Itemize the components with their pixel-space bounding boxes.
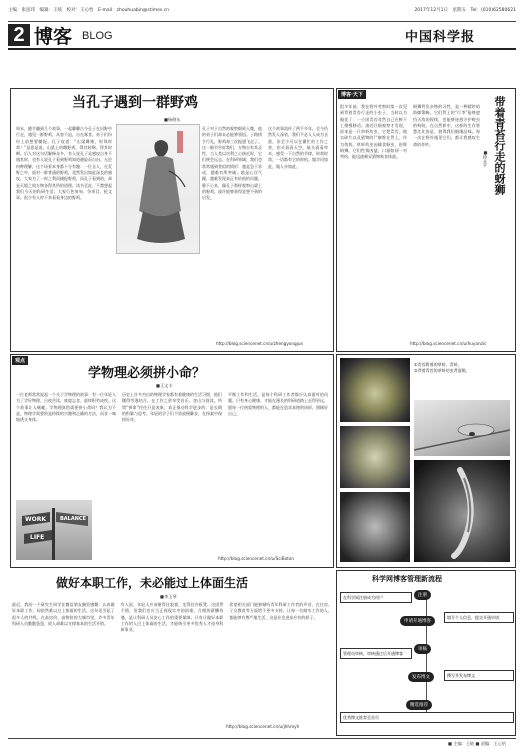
flow-step-3-label: 审核 <box>414 644 431 654</box>
flow-step-4-label: 发布博文 <box>408 672 434 682</box>
flow-step-3-desc: 管理员审核，审核通过后开通博客 <box>340 648 412 659</box>
moss-larva-photo-1 <box>340 358 410 422</box>
section-title-cn: 博客 <box>34 26 73 48</box>
article-2-url[interactable]: http://blog.sciencenet.cn/u/SciBoton <box>218 556 295 561</box>
article-2-signpost-image <box>16 500 92 560</box>
flow-step-5-desc: 优秀博文推荐至首页 <box>340 712 514 723</box>
moss-larva-photo-2 <box>340 426 410 488</box>
article-3-title: 做好本职工作，未必能过上体面生活 <box>56 576 249 590</box>
section-title-en: BLOG <box>82 30 113 42</box>
flowchart-spine <box>426 590 427 718</box>
sign-word-work: WORK <box>25 516 46 523</box>
footer-text: ■ 主编：王岐 ■ 责编：王心怡 <box>448 741 506 746</box>
header-rule <box>8 48 516 50</box>
date-line: 2017年12月1日 星期五 Tel：(010)62580621 <box>414 8 516 13</box>
signpost-icon <box>16 500 92 560</box>
article-1-illustration <box>116 124 200 254</box>
article-1-byline: ■杨晓东 <box>164 117 181 122</box>
footer-rule <box>8 738 516 739</box>
lacewing-icon <box>414 400 510 456</box>
photo-caption-top: ①青苔附着的草蛉、青蛉。 ②背着青苔的草蛉幼虫背面照。 <box>414 362 470 373</box>
article-2-text: 一位老师常常说起一个关于学物理的故事：有一位年轻人为了学好物理，日夜苦读，废寝忘食，最终积劳成疾。这个故事让人唏嘘。学物理真的需要拼小命吗？我认为不是。物理学需要的是持续的兴趣和正确的方法，而非一味地透支身体。 历史上许多杰出的物理学家都有着健康的生活习惯，他们懂得劳逸结合，在工作之余享受音乐、登山与阅读。所谓“拼命”往往只是表象，真正推动科学进步的，是长期的积累与思考。年轻的学子们不妨放慢脚步，在探索中保持好奇。 平衡工作和生活，是每个科研工作者都应认真面对的问题。只有身心健康，才能在漫长的科研道路上走得更远。愿每一位热爱物理的人，都能在追求真理的同时，照顾好自己。 <box>16 392 328 423</box>
flow-step-2-desc: 填写个人信息，提交开通申请 <box>444 612 514 623</box>
flow-step-2-label: 申请开通博客 <box>400 616 435 626</box>
moss-larva-photo-3 <box>340 492 410 562</box>
sign-word-life: LIFE <box>30 534 45 541</box>
editors-line: 主编：张思玮 编辑：王岐 校对：王心怡 E-mail：zhouhuabin@stimes.cn <box>8 8 169 13</box>
article-1-url[interactable]: http://blog.sciencenet.cn/u/zhengyongjun <box>216 341 304 346</box>
sidebar-tag: 博客·天下 <box>338 90 366 99</box>
article-3-byline: ■李玉琴 <box>160 594 177 599</box>
sidebar-byline: ■徐亚平 <box>483 150 488 168</box>
article-1-text-left: 周末，随手翻到几个故事，一起聊聊古今孔子在田野中行走，遇见一群野鸡，从容不迫，自在啄食，弟子们纷纷上前想要捕捉。孔子叹道：“山梁雌雉，时哉时哉！”意思是说，山梁上的雌野鸡，得其时啊，得其时啊。后人对这句话解释众多，有人说孔子是感叹自身不遇其时，也有人说孔子看到野鸡知道避险而自由。无论何种理解，这个场景本身都十分有趣：一位圣人，在荒野之中，面对一群普通的野鸡，竟然发出如此深长的感叹。大家为了一时之利而捕捉野鸡，而孔子看到的，却是天地之间万物各得其所的道理。读书至此，不禁想起我们今天的科研生活，大家行色匆匆，争项目、抢文章，很少有人停下来看看身边的野鸡。 <box>16 126 112 201</box>
flow-step-4-desc: 撰写并发布博文 <box>444 670 514 681</box>
article-1-text-right: 孔子对于自然的观察细致入微，他的弟子们却未必能够领悟。子路拱手行礼，野鸡却三次振翅飞走了。这一细节告诉我们，万物自有其灵性，当人类以功利之心接近时，它们便会远去。在科研领域，我们也常常遇到类似的情形：越是急于求成，越难有所突破；越是心浮气躁，越难发现真正有价值的问题。静下心来，像孔子那样观察山梁上的野鸡，或许能够获得意想不到的启发。 这个故事流传了两千多年，至今仍然发人深省。我们不必人人成为圣贤，但至少可以在繁忙的工作之余，抬头看看天空，低头看看草木，感受一下自然的节律。时哉时哉，一切都有它的时机。做学问如此，做人亦如此。 <box>202 126 328 201</box>
article-2-byline: ■王文丰 <box>156 383 173 388</box>
lacewing-photo <box>414 400 510 456</box>
section-number: 2 <box>8 24 30 46</box>
flow-step-1-desc: 在科学网注册成为用户 <box>340 592 412 603</box>
flow-step-5-label: 精选推荐 <box>406 700 432 710</box>
article-2-tag: 观点 <box>12 356 28 365</box>
article-1-title: 当孔子遇到一群野鸡 <box>72 95 198 111</box>
sidebar-text: 很多年前，我在野外考察时第一次见到背着青苔行走的小虫子，当时以为眼花了：一小团青苔竟然自己在树干上慢慢移动。凑近仔细观察才发现，原来是一只草蛉幼虫，它把青苔、地衣碎片以及猎物的尸骸堆在背上，作为伪装。草蛉幼虫因捕食蚜虫，俗称蚜狮。它们性情凶猛，口器如同一对弯钩，能迅速刺穿猎物吸食体液。 蚜狮背负杂物的习性，是一种精妙的防御策略。它们背上的“行李”能够遮挡天敌的视线，也能够迷惑守护蚜虫的蚂蚁。在自然界中，这样的生存智慧比比皆是，值得我们细细品味。每一次在野外遇见它们，都让我感叹生命的奇妙。 <box>340 104 480 160</box>
sidebar-url[interactable]: http://blog.sciencenet.cn/u/huyanzic <box>410 341 487 346</box>
article-3-text: 最近，我的一个研究生同学在微信朋友圈里感慨：认真做好本职工作，却依然难以过上体面的生活。这句话引起了很多人的共鸣。在高房价、高物价的大城市里，许多青年科研人员勤勤恳恳，收入却难以支撑基本的生活开销。 有人说，年轻人应该耐得住寂寞，坐得住冷板凳。这固然不错，但我们也应当正视现实中的困难。合理的薪酬待遇，是让科研人员安心工作的重要保障。只有让做好本职工作的人过上体面的生活，才能吸引更多优秀人才投身科研事业。 希望相关部门能够倾听青年科研工作者的声音，在住房、子女教育等方面给予更多支持。让每一位踏实工作的人，都能够有尊严地生活，这是社会进步应有的样子。 <box>12 602 333 633</box>
confucius-figure-icon <box>117 125 199 253</box>
article-2-title: 学物理必须拼小命？ <box>88 366 206 381</box>
flow-step-1-label: 注册 <box>414 590 431 600</box>
flowchart-title: 科学网博客管理新流程 <box>372 574 442 583</box>
sidebar-title: 带着青苔行走的蚜狮 <box>493 96 506 195</box>
aphid-lion-icon <box>414 460 510 562</box>
newspaper-masthead: 中国科学报 <box>405 30 476 45</box>
page-header-bar <box>8 7 516 22</box>
sign-word-balance: BALANCE <box>60 516 87 522</box>
article-3-url[interactable]: http://blog.sciencenet.cn/u/jhhmyh <box>226 724 300 729</box>
larva-closeup-photo <box>414 460 510 562</box>
